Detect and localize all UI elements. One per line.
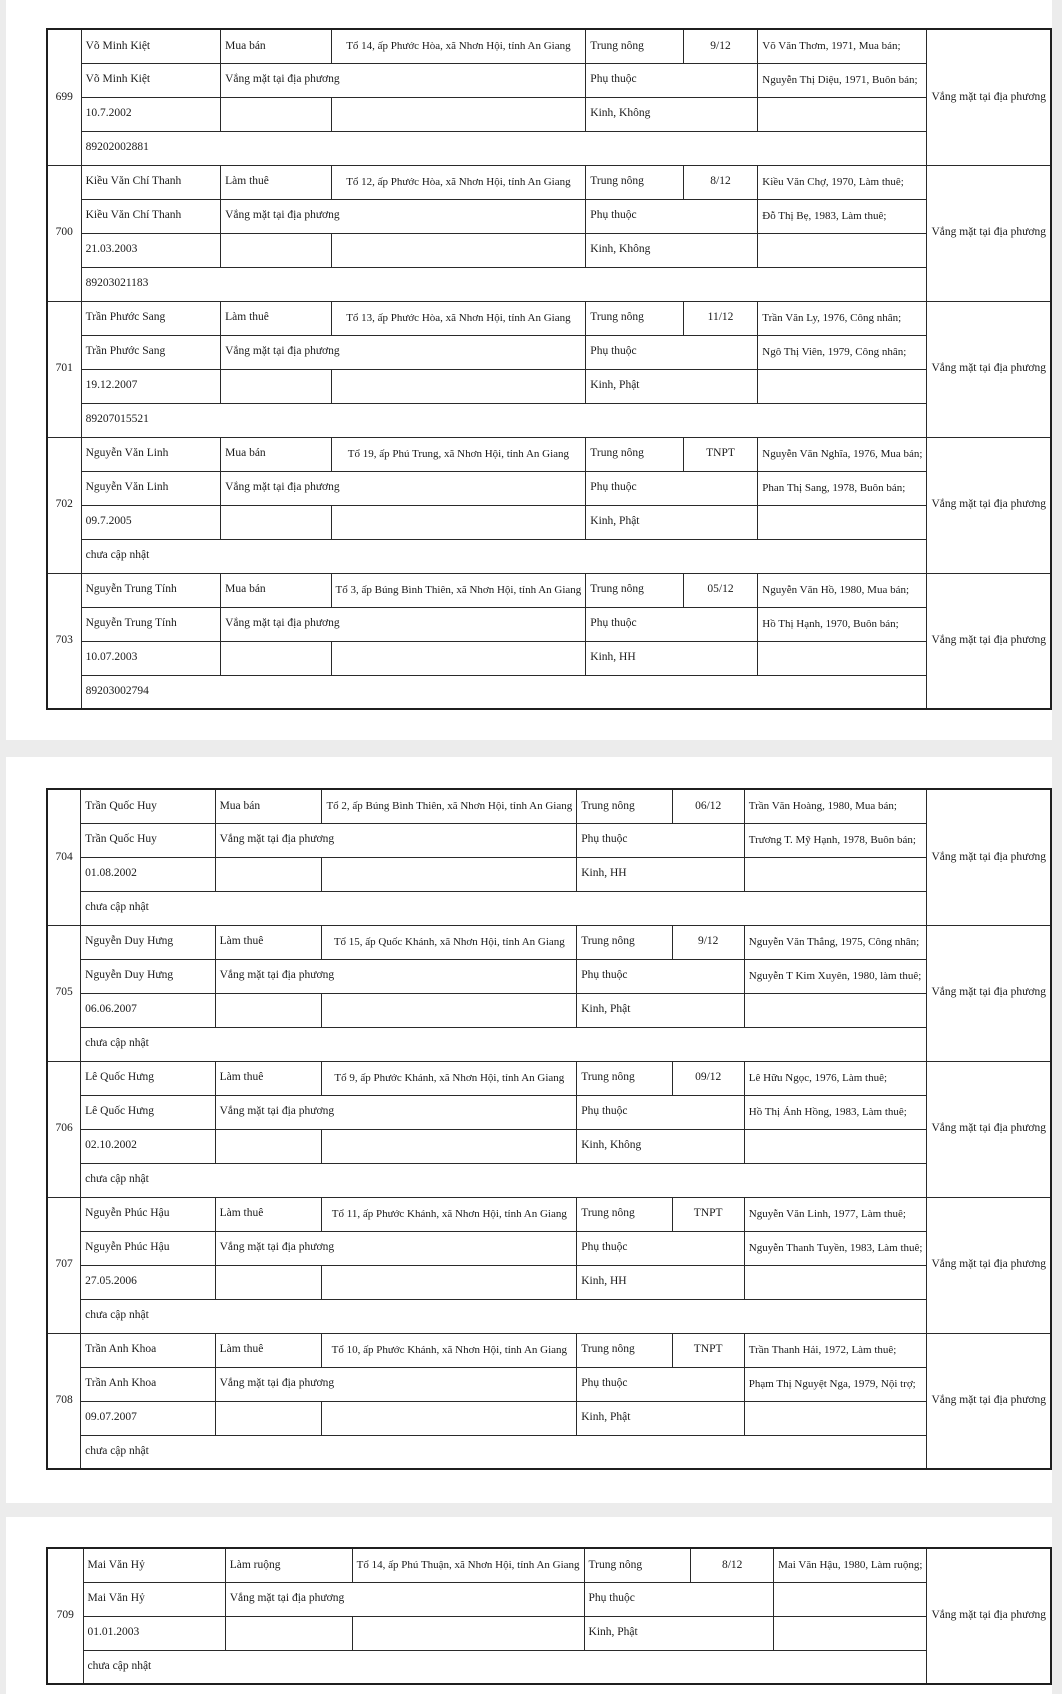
education-level: 09/12 <box>672 1061 744 1095</box>
full-name-repeat: Trần Anh Khoa <box>81 1367 215 1401</box>
id-code: 89203002794 <box>81 675 927 709</box>
remark: Vắng mặt tại địa phương <box>927 789 1051 925</box>
date-of-birth: 01.01.2003 <box>83 1616 225 1650</box>
records-table <box>46 28 1052 710</box>
address: Tổ 14, ấp Phước Hòa, xã Nhơn Hội, tỉnh An Giang <box>331 29 586 63</box>
father-info: Nguyễn Văn Thắng, 1975, Công nhân; <box>744 925 927 959</box>
table-row <box>47 1401 1051 1435</box>
education-level: 8/12 <box>691 1548 774 1582</box>
father-info: Trần Văn Ly, 1976, Công nhân; <box>758 301 927 335</box>
document-page-2 <box>6 757 1052 1503</box>
table-row <box>47 1435 1051 1469</box>
remark: Vắng mặt tại địa phương <box>927 437 1051 573</box>
table-row <box>47 675 1051 709</box>
occupation: Làm thuê <box>221 165 331 199</box>
table-row <box>47 959 1051 993</box>
ethnicity-religion: Kinh, Phật <box>577 1401 745 1435</box>
address: Tổ 14, ấp Phú Thuận, xã Nhơn Hội, tỉnh An Giang <box>352 1548 584 1582</box>
table-row <box>47 993 1051 1027</box>
mother-info: Hồ Thị Ánh Hồng, 1983, Làm thuê; <box>744 1095 927 1129</box>
father-info: Mai Văn Hậu, 1980, Làm ruộng; <box>774 1548 927 1582</box>
date-of-birth: 21.03.2003 <box>81 233 221 267</box>
empty-cell <box>221 641 331 675</box>
dependency-status: Phụ thuộc <box>577 823 745 857</box>
id-code: chưa cập nhật <box>81 1027 927 1061</box>
ethnicity-religion: Kinh, HH <box>577 857 745 891</box>
id-code: 89202002881 <box>81 131 927 165</box>
dependency-status: Phụ thuộc <box>577 1231 745 1265</box>
mother-info: Trương T. Mỹ Hạnh, 1978, Buôn bán; <box>744 823 927 857</box>
full-name: Trần Quốc Huy <box>81 789 215 823</box>
family-class: Trung nông <box>577 1333 672 1367</box>
family-class: Trung nông <box>577 1061 672 1095</box>
family-class: Trung nông <box>577 925 672 959</box>
family-class: Trung nông <box>586 29 683 63</box>
full-name-repeat: Lê Quốc Hưng <box>81 1095 215 1129</box>
occupation: Mua bán <box>221 437 331 471</box>
table-row <box>47 1548 1051 1582</box>
table-row <box>47 1616 1051 1650</box>
dependency-status: Phụ thuộc <box>584 1582 774 1616</box>
table-row <box>47 607 1051 641</box>
full-name-repeat: Nguyễn Trung Tính <box>81 607 221 641</box>
presence-status: Vắng mặt tại địa phương <box>221 607 586 641</box>
address: Tổ 12, ấp Phước Hòa, xã Nhơn Hội, tỉnh An Giang <box>331 165 586 199</box>
empty-cell <box>744 1401 927 1435</box>
table-row <box>47 1197 1051 1231</box>
empty-cell <box>758 369 927 403</box>
empty-cell <box>322 1265 577 1299</box>
empty-cell <box>331 505 586 539</box>
occupation: Làm ruộng <box>225 1548 352 1582</box>
mother-info: Phạm Thị Nguyệt Nga, 1979, Nội trợ; <box>744 1367 927 1401</box>
empty-cell <box>221 233 331 267</box>
full-name: Trần Anh Khoa <box>81 1333 215 1367</box>
record-index: 703 <box>47 573 81 709</box>
empty-cell <box>215 857 322 891</box>
remark: Vắng mặt tại địa phương <box>927 573 1051 709</box>
table-row <box>47 1129 1051 1163</box>
empty-cell <box>215 1265 322 1299</box>
date-of-birth: 02.10.2002 <box>81 1129 215 1163</box>
ethnicity-religion: Kinh, HH <box>586 641 758 675</box>
occupation: Làm thuê <box>215 1197 322 1231</box>
ethnicity-religion: Kinh, Phật <box>586 505 758 539</box>
table-row <box>47 789 1051 823</box>
table-row <box>47 1265 1051 1299</box>
empty-cell <box>322 1401 577 1435</box>
full-name: Mai Văn Hỷ <box>83 1548 225 1582</box>
empty-cell <box>322 1129 577 1163</box>
family-class: Trung nông <box>577 1197 672 1231</box>
full-name: Kiều Văn Chí Thanh <box>81 165 221 199</box>
occupation: Làm thuê <box>215 1333 322 1367</box>
table-row <box>47 267 1051 301</box>
empty-cell <box>322 857 577 891</box>
empty-cell <box>221 505 331 539</box>
table-row <box>47 471 1051 505</box>
empty-cell <box>758 97 927 131</box>
empty-cell <box>744 857 927 891</box>
table-row <box>47 573 1051 607</box>
presence-status: Vắng mặt tại địa phương <box>221 63 586 97</box>
mother-info: Nguyễn Thanh Tuyền, 1983, Làm thuê; <box>744 1231 927 1265</box>
full-name-repeat: Nguyễn Duy Hưng <box>81 959 215 993</box>
ethnicity-religion: Kinh, Phật <box>577 993 745 1027</box>
occupation: Mua bán <box>215 789 322 823</box>
father-info: Võ Văn Thơm, 1971, Mua bán; <box>758 29 927 63</box>
presence-status: Vắng mặt tại địa phương <box>215 823 577 857</box>
family-class: Trung nông <box>577 789 672 823</box>
father-info: Lê Hữu Ngọc, 1976, Làm thuê; <box>744 1061 927 1095</box>
records-table <box>46 788 1052 1470</box>
father-info: Trần Văn Hoàng, 1980, Mua bán; <box>744 789 927 823</box>
occupation: Làm thuê <box>215 1061 322 1095</box>
table-row <box>47 1582 1051 1616</box>
record-index: 700 <box>47 165 81 301</box>
education-level: TNPT <box>672 1333 744 1367</box>
table-row <box>47 857 1051 891</box>
father-info: Nguyễn Văn Hồ, 1980, Mua bán; <box>758 573 927 607</box>
remark: Vắng mặt tại địa phương <box>927 1333 1051 1469</box>
table-row <box>47 63 1051 97</box>
table-row <box>47 1163 1051 1197</box>
empty-cell <box>744 1129 927 1163</box>
family-class: Trung nông <box>586 573 683 607</box>
id-code: 89203021183 <box>81 267 927 301</box>
document-page-3 <box>6 1517 1052 1694</box>
mother-info: Đỗ Thị Bẹ, 1983, Làm thuê; <box>758 199 927 233</box>
date-of-birth: 19.12.2007 <box>81 369 221 403</box>
education-level: 9/12 <box>683 29 758 63</box>
full-name-repeat: Nguyễn Phúc Hậu <box>81 1231 215 1265</box>
table-row <box>47 233 1051 267</box>
remark: Vắng mặt tại địa phương <box>927 1548 1051 1684</box>
address: Tổ 19, ấp Phú Trung, xã Nhơn Hội, tỉnh An Giang <box>331 437 586 471</box>
table-row <box>47 403 1051 437</box>
full-name-repeat: Trần Quốc Huy <box>81 823 215 857</box>
occupation: Mua bán <box>221 29 331 63</box>
table-row <box>47 1095 1051 1129</box>
table-row <box>47 29 1051 63</box>
date-of-birth: 09.07.2007 <box>81 1401 215 1435</box>
address: Tổ 3, ấp Búng Bình Thiên, xã Nhơn Hội, tỉnh An Giang <box>331 573 586 607</box>
education-level: 11/12 <box>683 301 758 335</box>
record-index: 708 <box>47 1333 81 1469</box>
id-code: chưa cập nhật <box>83 1650 927 1684</box>
table-row <box>47 1299 1051 1333</box>
presence-status: Vắng mặt tại địa phương <box>221 471 586 505</box>
table-row <box>47 131 1051 165</box>
full-name: Nguyễn Trung Tính <box>81 573 221 607</box>
family-class: Trung nông <box>586 437 683 471</box>
date-of-birth: 27.05.2006 <box>81 1265 215 1299</box>
id-code: chưa cập nhật <box>81 1435 927 1469</box>
full-name-repeat: Nguyễn Văn Linh <box>81 471 221 505</box>
empty-cell <box>331 369 586 403</box>
ethnicity-religion: Kinh, Không <box>577 1129 745 1163</box>
empty-cell <box>758 233 927 267</box>
education-level: 9/12 <box>672 925 744 959</box>
address: Tổ 15, ấp Quốc Khánh, xã Nhơn Hội, tỉnh An Giang <box>322 925 577 959</box>
mother-info: Phan Thị Sang, 1978, Buôn bán; <box>758 471 927 505</box>
mother-info: Nguyễn Thị Diệu, 1971, Buôn bán; <box>758 63 927 97</box>
table-row <box>47 1333 1051 1367</box>
table-row <box>47 1027 1051 1061</box>
table-row <box>47 437 1051 471</box>
table-row <box>47 199 1051 233</box>
id-code: chưa cập nhật <box>81 539 927 573</box>
empty-cell <box>221 369 331 403</box>
full-name: Võ Minh Kiệt <box>81 29 221 63</box>
address: Tổ 9, ấp Phước Khánh, xã Nhơn Hội, tỉnh An Giang <box>322 1061 577 1095</box>
empty-cell <box>758 641 927 675</box>
presence-status: Vắng mặt tại địa phương <box>225 1582 584 1616</box>
father-info: Trần Thanh Hải, 1972, Làm thuê; <box>744 1333 927 1367</box>
education-level: 05/12 <box>683 573 758 607</box>
empty-cell <box>215 1401 322 1435</box>
presence-status: Vắng mặt tại địa phương <box>215 1095 577 1129</box>
full-name-repeat: Mai Văn Hỷ <box>83 1582 225 1616</box>
empty-cell <box>225 1616 352 1650</box>
dependency-status: Phụ thuộc <box>577 1367 745 1401</box>
record-index: 704 <box>47 789 81 925</box>
occupation: Làm thuê <box>215 925 322 959</box>
table-row <box>47 823 1051 857</box>
record-index: 709 <box>47 1548 83 1684</box>
id-code: chưa cập nhật <box>81 1299 927 1333</box>
id-code: chưa cập nhật <box>81 891 927 925</box>
empty-cell <box>221 97 331 131</box>
table-row <box>47 165 1051 199</box>
empty-cell <box>331 233 586 267</box>
presence-status: Vắng mặt tại địa phương <box>215 1367 577 1401</box>
empty-cell <box>774 1616 927 1650</box>
table-row <box>47 301 1051 335</box>
table-row <box>47 1367 1051 1401</box>
remark: Vắng mặt tại địa phương <box>927 1197 1051 1333</box>
address: Tổ 13, ấp Phước Hòa, xã Nhơn Hội, tỉnh An Giang <box>331 301 586 335</box>
ethnicity-religion: Kinh, Không <box>586 97 758 131</box>
occupation: Mua bán <box>221 573 331 607</box>
mother-info: Hồ Thị Hạnh, 1970, Buôn bán; <box>758 607 927 641</box>
education-level: TNPT <box>672 1197 744 1231</box>
id-code: chưa cập nhật <box>81 1163 927 1197</box>
presence-status: Vắng mặt tại địa phương <box>215 959 577 993</box>
record-index: 699 <box>47 29 81 165</box>
address: Tổ 10, ấp Phước Khánh, xã Nhơn Hội, tỉnh An Giang <box>322 1333 577 1367</box>
table-row <box>47 1231 1051 1265</box>
remark: Vắng mặt tại địa phương <box>927 925 1051 1061</box>
empty-cell <box>758 505 927 539</box>
full-name: Trần Phước Sang <box>81 301 221 335</box>
id-code: 89207015521 <box>81 403 927 437</box>
ethnicity-religion: Kinh, Không <box>586 233 758 267</box>
table-row <box>47 925 1051 959</box>
family-class: Trung nông <box>584 1548 691 1582</box>
full-name: Nguyễn Văn Linh <box>81 437 221 471</box>
presence-status: Vắng mặt tại địa phương <box>215 1231 577 1265</box>
presence-status: Vắng mặt tại địa phương <box>221 199 586 233</box>
dependency-status: Phụ thuộc <box>577 959 745 993</box>
father-info: Kiều Văn Chợ, 1970, Làm thuê; <box>758 165 927 199</box>
occupation: Làm thuê <box>221 301 331 335</box>
record-index: 705 <box>47 925 81 1061</box>
date-of-birth: 09.7.2005 <box>81 505 221 539</box>
empty-cell <box>331 641 586 675</box>
dependency-status: Phụ thuộc <box>586 607 758 641</box>
table-row <box>47 539 1051 573</box>
ethnicity-religion: Kinh, Phật <box>584 1616 774 1650</box>
table-row <box>47 97 1051 131</box>
family-class: Trung nông <box>586 165 683 199</box>
empty-cell <box>215 1129 322 1163</box>
empty-cell <box>744 993 927 1027</box>
address: Tổ 2, ấp Búng Bình Thiên, xã Nhơn Hội, tỉnh An Giang <box>322 789 577 823</box>
date-of-birth: 10.7.2002 <box>81 97 221 131</box>
document-page-1 <box>6 0 1052 740</box>
table-row <box>47 1650 1051 1684</box>
table-row <box>47 335 1051 369</box>
education-level: TNPT <box>683 437 758 471</box>
father-info: Nguyễn Văn Linh, 1977, Làm thuê; <box>744 1197 927 1231</box>
mother-info: Ngô Thị Viên, 1979, Công nhân; <box>758 335 927 369</box>
date-of-birth: 01.08.2002 <box>81 857 215 891</box>
full-name-repeat: Võ Minh Kiệt <box>81 63 221 97</box>
address: Tổ 11, ấp Phước Khánh, xã Nhơn Hội, tỉnh An Giang <box>322 1197 577 1231</box>
full-name: Nguyễn Duy Hưng <box>81 925 215 959</box>
records-table <box>46 1547 1052 1685</box>
table-row <box>47 1061 1051 1095</box>
mother-info <box>774 1582 927 1616</box>
date-of-birth: 06.06.2007 <box>81 993 215 1027</box>
empty-cell <box>744 1265 927 1299</box>
father-info: Nguyễn Văn Nghĩa, 1976, Mua bán; <box>758 437 927 471</box>
remark: Vắng mặt tại địa phương <box>927 301 1051 437</box>
table-row <box>47 641 1051 675</box>
family-class: Trung nông <box>586 301 683 335</box>
remark: Vắng mặt tại địa phương <box>927 1061 1051 1197</box>
empty-cell <box>331 97 586 131</box>
dependency-status: Phụ thuộc <box>586 471 758 505</box>
remark: Vắng mặt tại địa phương <box>927 165 1051 301</box>
full-name-repeat: Kiều Văn Chí Thanh <box>81 199 221 233</box>
education-level: 8/12 <box>683 165 758 199</box>
mother-info: Nguyễn T Kim Xuyên, 1980, làm thuê; <box>744 959 927 993</box>
dependency-status: Phụ thuộc <box>586 63 758 97</box>
empty-cell <box>215 993 322 1027</box>
presence-status: Vắng mặt tại địa phương <box>221 335 586 369</box>
record-index: 702 <box>47 437 81 573</box>
education-level: 06/12 <box>672 789 744 823</box>
empty-cell <box>322 993 577 1027</box>
ethnicity-religion: Kinh, Phật <box>586 369 758 403</box>
full-name: Nguyễn Phúc Hậu <box>81 1197 215 1231</box>
table-row <box>47 369 1051 403</box>
full-name-repeat: Trần Phước Sang <box>81 335 221 369</box>
record-index: 706 <box>47 1061 81 1197</box>
dependency-status: Phụ thuộc <box>586 199 758 233</box>
full-name: Lê Quốc Hưng <box>81 1061 215 1095</box>
record-index: 707 <box>47 1197 81 1333</box>
date-of-birth: 10.07.2003 <box>81 641 221 675</box>
record-index: 701 <box>47 301 81 437</box>
dependency-status: Phụ thuộc <box>577 1095 745 1129</box>
table-row <box>47 505 1051 539</box>
remark: Vắng mặt tại địa phương <box>927 29 1051 165</box>
ethnicity-religion: Kinh, HH <box>577 1265 745 1299</box>
table-row <box>47 891 1051 925</box>
empty-cell <box>352 1616 584 1650</box>
dependency-status: Phụ thuộc <box>586 335 758 369</box>
